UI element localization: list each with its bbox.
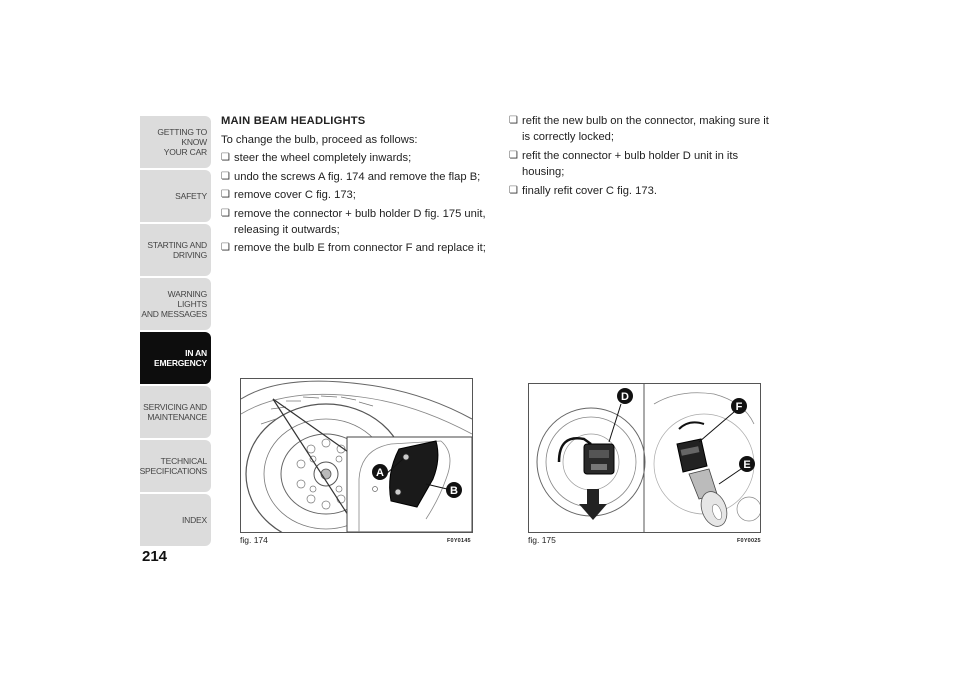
callout-a: A	[376, 467, 384, 479]
intro-text: To change the bulb, proceed as follows:	[221, 134, 418, 146]
list-item: ❏ refit the new bulb on the connector, making sure it is correctly locked;	[509, 113, 779, 146]
tab-safety[interactable]	[140, 170, 211, 222]
list-item: ❏ steer the wheel completely inwards;	[221, 150, 491, 166]
callout-f: F	[735, 401, 743, 413]
wheel-arch-illustration	[241, 379, 472, 532]
callout-d: D	[621, 391, 629, 403]
tab-label: STARTING AND DRIVING	[147, 240, 207, 260]
tab-in-an-emergency[interactable]	[140, 332, 211, 384]
tab-getting-to-know-your-car[interactable]	[140, 116, 211, 168]
tab-label: IN AN EMERGENCY	[154, 348, 207, 368]
tab-label: WARNING LIGHTS AND MESSAGES	[141, 289, 207, 319]
steps-list-left	[221, 150, 491, 256]
tab-technical-specifications[interactable]	[140, 440, 211, 492]
figure-174-code: F0Y0145	[447, 538, 471, 544]
headlight-bulb-illustration	[529, 384, 760, 532]
list-item: ❏ undo the screws A fig. 174 and remove the flap B;	[221, 169, 491, 185]
figure-175	[528, 383, 761, 533]
right-column	[509, 113, 779, 201]
callout-e: E	[743, 459, 751, 471]
tab-label: TECHNICAL SPECIFICATIONS	[139, 456, 207, 476]
tab-servicing-and-maintenance[interactable]	[140, 386, 211, 438]
tab-label: SERVICING AND MAINTENANCE	[143, 402, 207, 422]
tab-starting-and-driving[interactable]	[140, 224, 211, 276]
section-heading: MAIN BEAM HEADLIGHTS	[221, 115, 366, 127]
page-number: 214	[142, 548, 168, 565]
list-item: ❏ remove the bulb E from connector F and replace it;	[221, 240, 491, 256]
steps-list-right	[509, 113, 779, 199]
tab-warning-lights[interactable]	[140, 278, 211, 330]
figure-175-caption: fig. 175	[528, 535, 556, 545]
list-item: ❏ remove cover C fig. 173;	[221, 187, 491, 203]
list-item: ❏ finally refit cover C fig. 173.	[509, 183, 779, 199]
tab-label: INDEX	[182, 515, 207, 525]
tab-label: SAFETY	[175, 191, 207, 201]
tab-label: GETTING TO KNOW YOUR CAR	[157, 127, 207, 157]
figure-175-code: F0Y0025	[737, 538, 761, 544]
callout-b: B	[450, 485, 458, 497]
left-column	[221, 113, 491, 259]
figure-174-caption: fig. 174	[240, 535, 268, 545]
tab-index[interactable]	[140, 494, 211, 546]
figure-174	[240, 378, 473, 533]
list-item: ❏ refit the connector + bulb holder D unit in its housing;	[509, 148, 779, 181]
list-item: ❏ remove the connector + bulb holder D fig. 175 unit, releasing it outwards;	[221, 206, 491, 239]
